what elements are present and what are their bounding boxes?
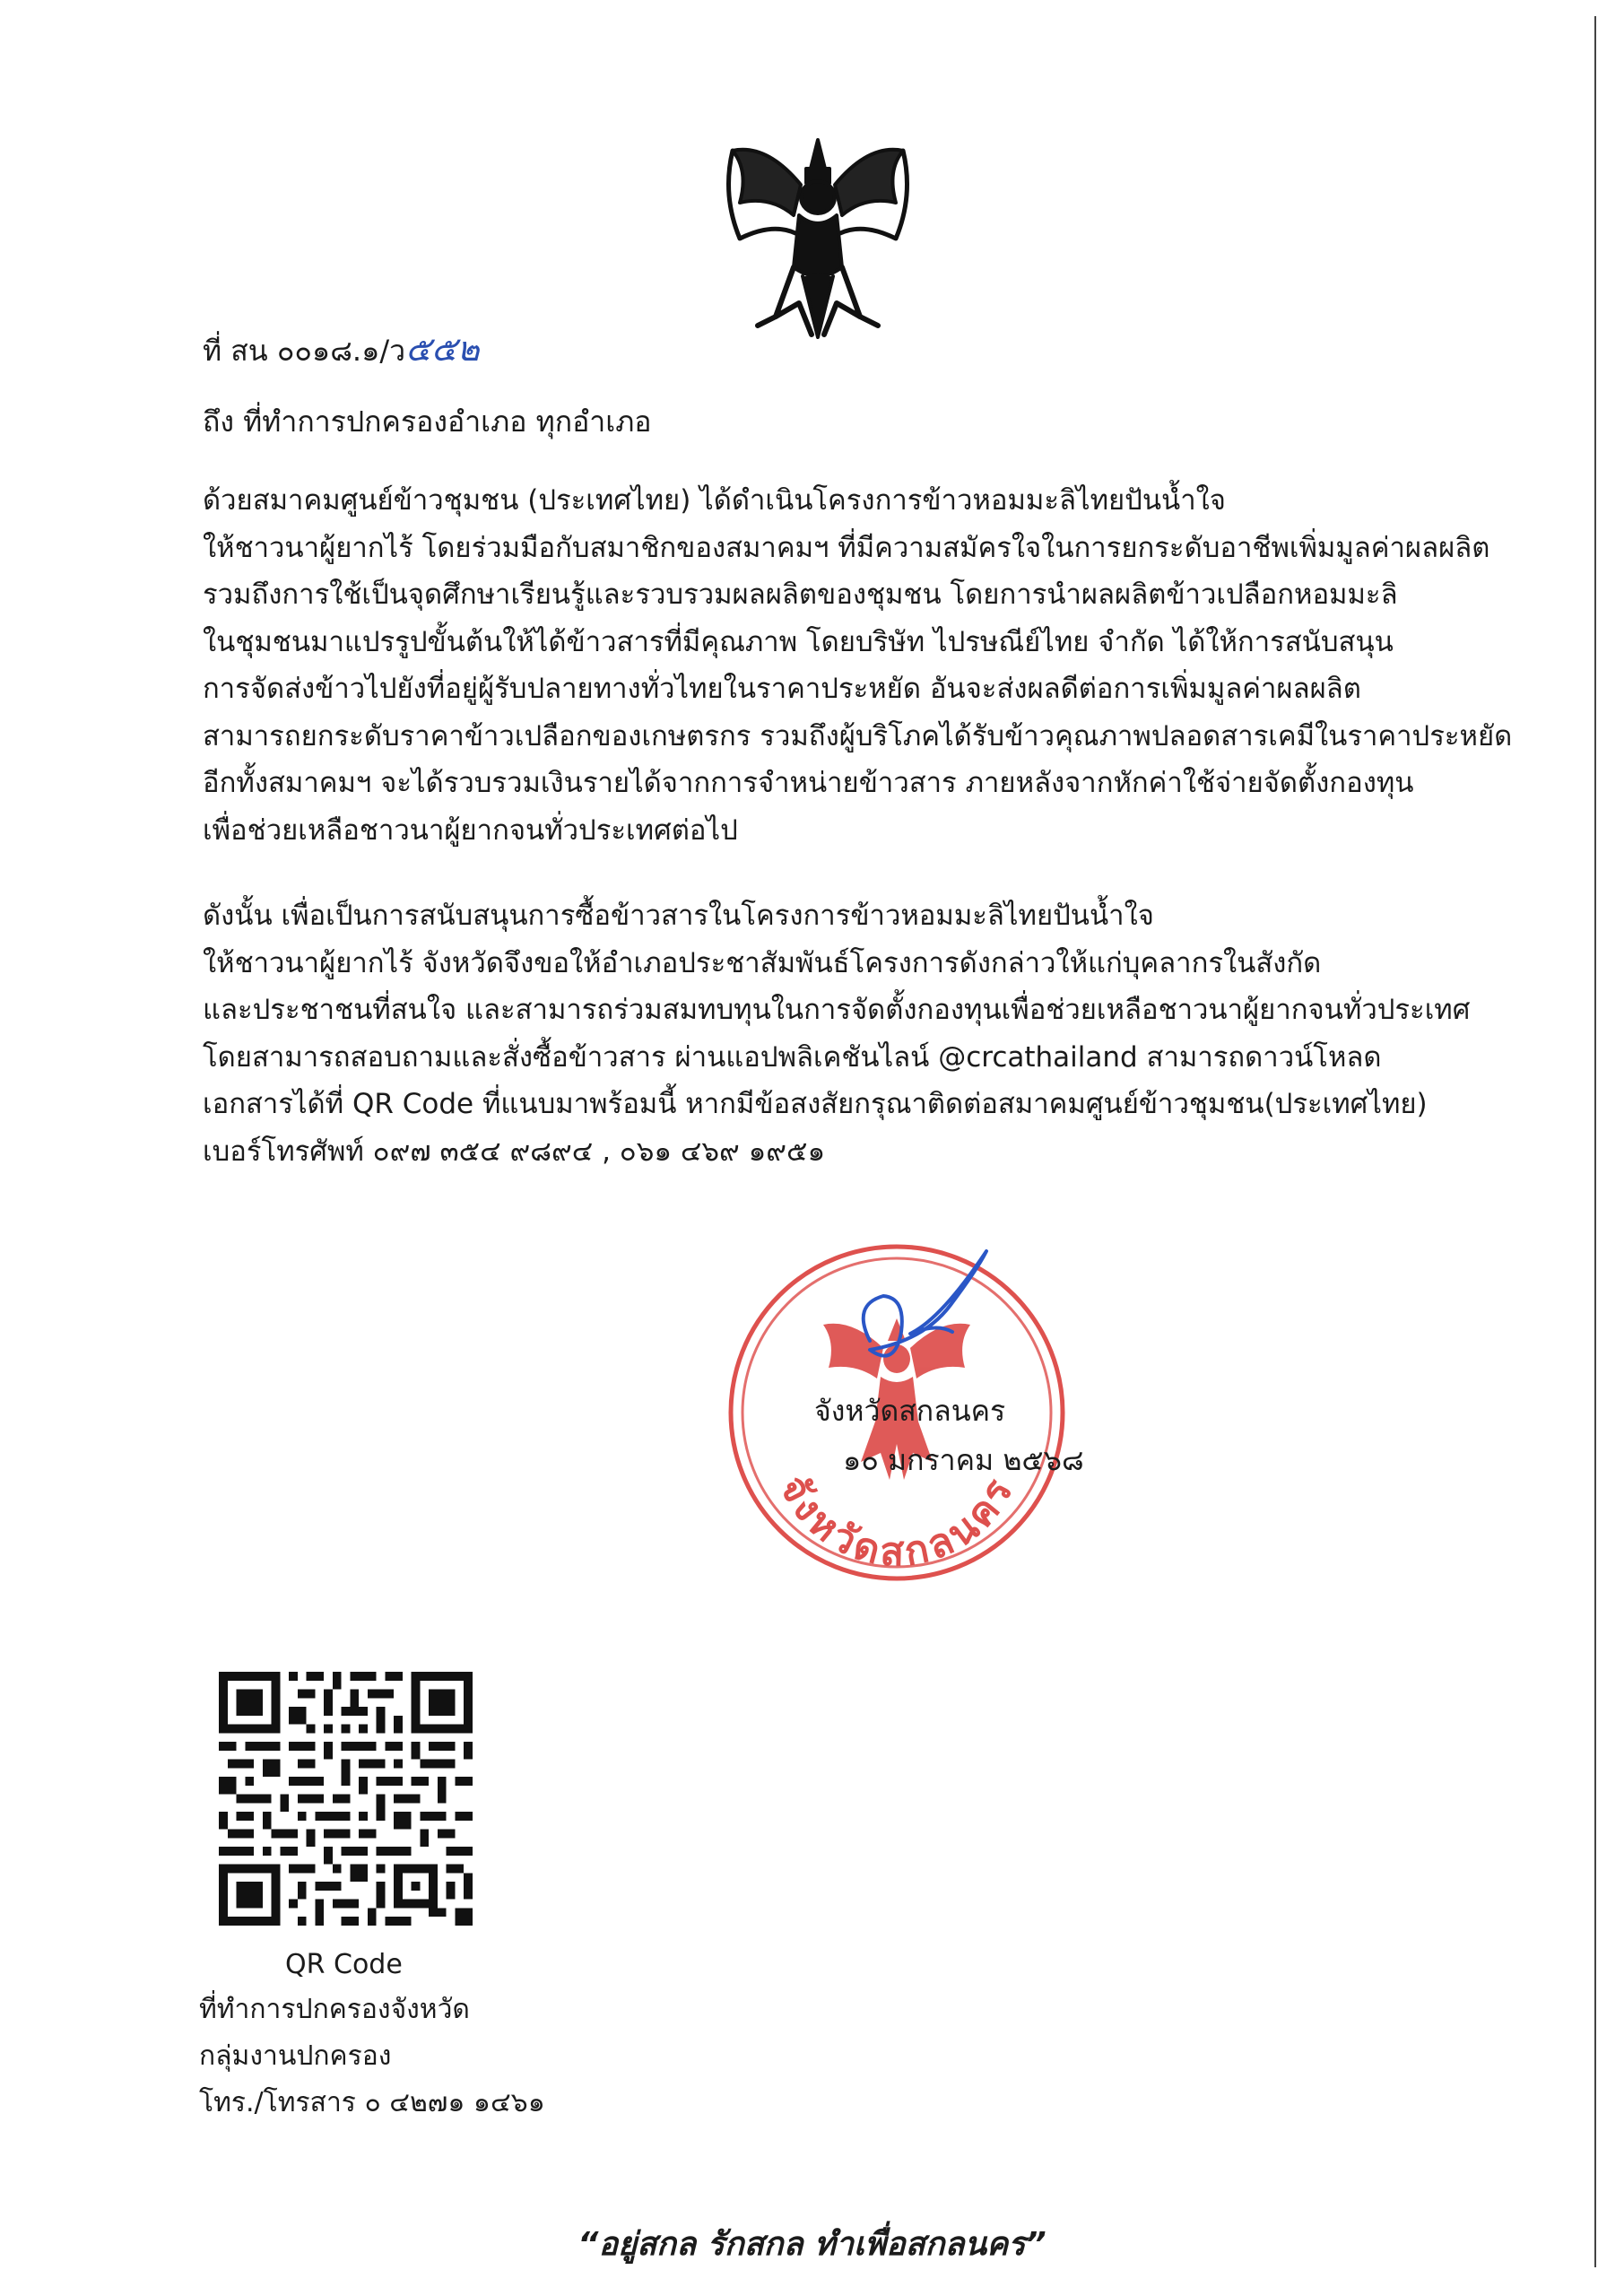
stamp-province: จังหวัดสกลนคร — [814, 1394, 1006, 1428]
office-division: กลุ่มงานปกครอง — [199, 2040, 392, 2072]
stamp-date: ๑๐ มกราคม ๒๕๖๘ — [843, 1443, 1084, 1477]
paragraph-2-line: และประชาชนที่สนใจ และสามารถร่วมสมทบทุนในการจัดตั้งกองทุนเพื่อช่วยเหลือชาวนาผู้ยากจนทั่วประเทศ — [203, 994, 1471, 1026]
paragraph-2 — [203, 892, 1471, 1175]
reference-number-handwritten: ๕๕๒ — [405, 329, 480, 369]
paragraph-2-line: เบอร์โทรศัพท์ ๐๙๗ ๓๕๔ ๙๘๙๔ , ๐๖๑ ๔๖๙ ๑๙๕๑ — [203, 1135, 826, 1168]
paragraph-1-line: ให้ชาวนาผู้ยากไร้ โดยร่วมมือกับสมาชิกของสมาคมฯ ที่มีความสมัครใจในการยกระดับอาชีพเพิ่มมูลค่าผลผลิต — [203, 531, 1490, 564]
paragraph-1-line: เพื่อช่วยเหลือชาวนาผู้ยากจนทั่วประเทศต่อไป — [203, 813, 738, 847]
paragraph-1 — [203, 477, 1513, 854]
paragraph-1-line: สามารถยกระดับราคาข้าวเปลือกของเกษตรกร รวมถึงผู้บริโภคได้รับข้าวคุณภาพปลอดสารเคมีในราคาประหยัด — [203, 719, 1513, 752]
document-reference — [203, 327, 480, 372]
seal-ring-text: จังหวัดสกลนคร — [769, 1468, 1024, 1576]
garuda-emblem-icon — [713, 133, 924, 344]
paragraph-1-line: ด้วยสมาคมศูนย์ข้าวชุมชน (ประเทศไทย) ได้ดำเนินโครงการข้าวหอมมะลิไทยปันน้ำใจ — [203, 484, 1226, 517]
recipient-line: ถึง ที่ทำการปกครองอำเภอ ทุกอำเภอ — [203, 404, 652, 439]
paragraph-1-line: รวมถึงการใช้เป็นจุดศึกษาเรียนรู้และรวบรวมผลผลิตของชุมชน โดยการนำผลผลิตข้าวเปลือกหอมมะลิ — [203, 578, 1398, 611]
provincial-slogan: “อยู่สกล รักสกล ทำเพื่อสกลนคร” — [578, 2226, 1046, 2263]
office-phone: โทร./โทรสาร ๐ ๔๒๗๑ ๑๔๖๑ — [199, 2087, 545, 2118]
paragraph-1-line: การจัดส่งข้าวไปยังที่อยู่ผู้รับปลายทางทั่วไทยในราคาประหยัด อันจะส่งผลดีต่อการเพิ่มมูลค่าผลผลิต — [203, 673, 1361, 705]
paragraph-1-line: ในชุมชนมาแปรรูปขั้นต้นให้ได้ข้าวสารที่มีคุณภาพ โดยบริษัท ไปรษณีย์ไทย จำกัด ได้ให้การสนับสนุน — [203, 625, 1394, 658]
qr-code-icon — [219, 1672, 473, 1926]
paragraph-1-line: อีกทั้งสมาคมฯ จะได้รวบรวมเงินรายได้จากการจำหน่ายข้าวสาร ภายหลังจากหักค่าใช้จ่ายจัดตั้งกองทุน — [203, 767, 1414, 799]
paragraph-2-line: ให้ชาวนาผู้ยากไร้ จังหวัดจึงขอให้อำเภอประชาสัมพันธ์โครงการดังกล่าวให้แก่บุคลากรในสังกัด — [203, 946, 1322, 979]
paragraph-2-line: เอกสารได้ที่ QR Code ที่แนบมาพร้อมนี้ หากมีข้อสงสัยกรุณาติดต่อสมาคมศูนย์ข้าวชุมชน(ประเทศไทย) — [203, 1088, 1428, 1120]
paragraph-2-line: โดยสามารถสอบถามและสั่งซื้อข้าวสาร ผ่านแอปพลิเคชันไลน์ @crcathailand สามารถดาวน์โหลด — [203, 1040, 1382, 1074]
paragraph-2-line: ดังนั้น เพื่อเป็นการสนับสนุนการซื้อข้าวสารในโครงการข้าวหอมมะลิไทยปันน้ำใจ — [203, 900, 1154, 932]
office-name: ที่ทำการปกครองจังหวัด — [199, 1994, 470, 2025]
qr-caption: QR Code — [285, 1949, 403, 1980]
page-edge-line — [1594, 16, 1596, 2267]
reference-prefix: ที่ สน ๐๐๑๘.๑/ว — [203, 334, 406, 368]
